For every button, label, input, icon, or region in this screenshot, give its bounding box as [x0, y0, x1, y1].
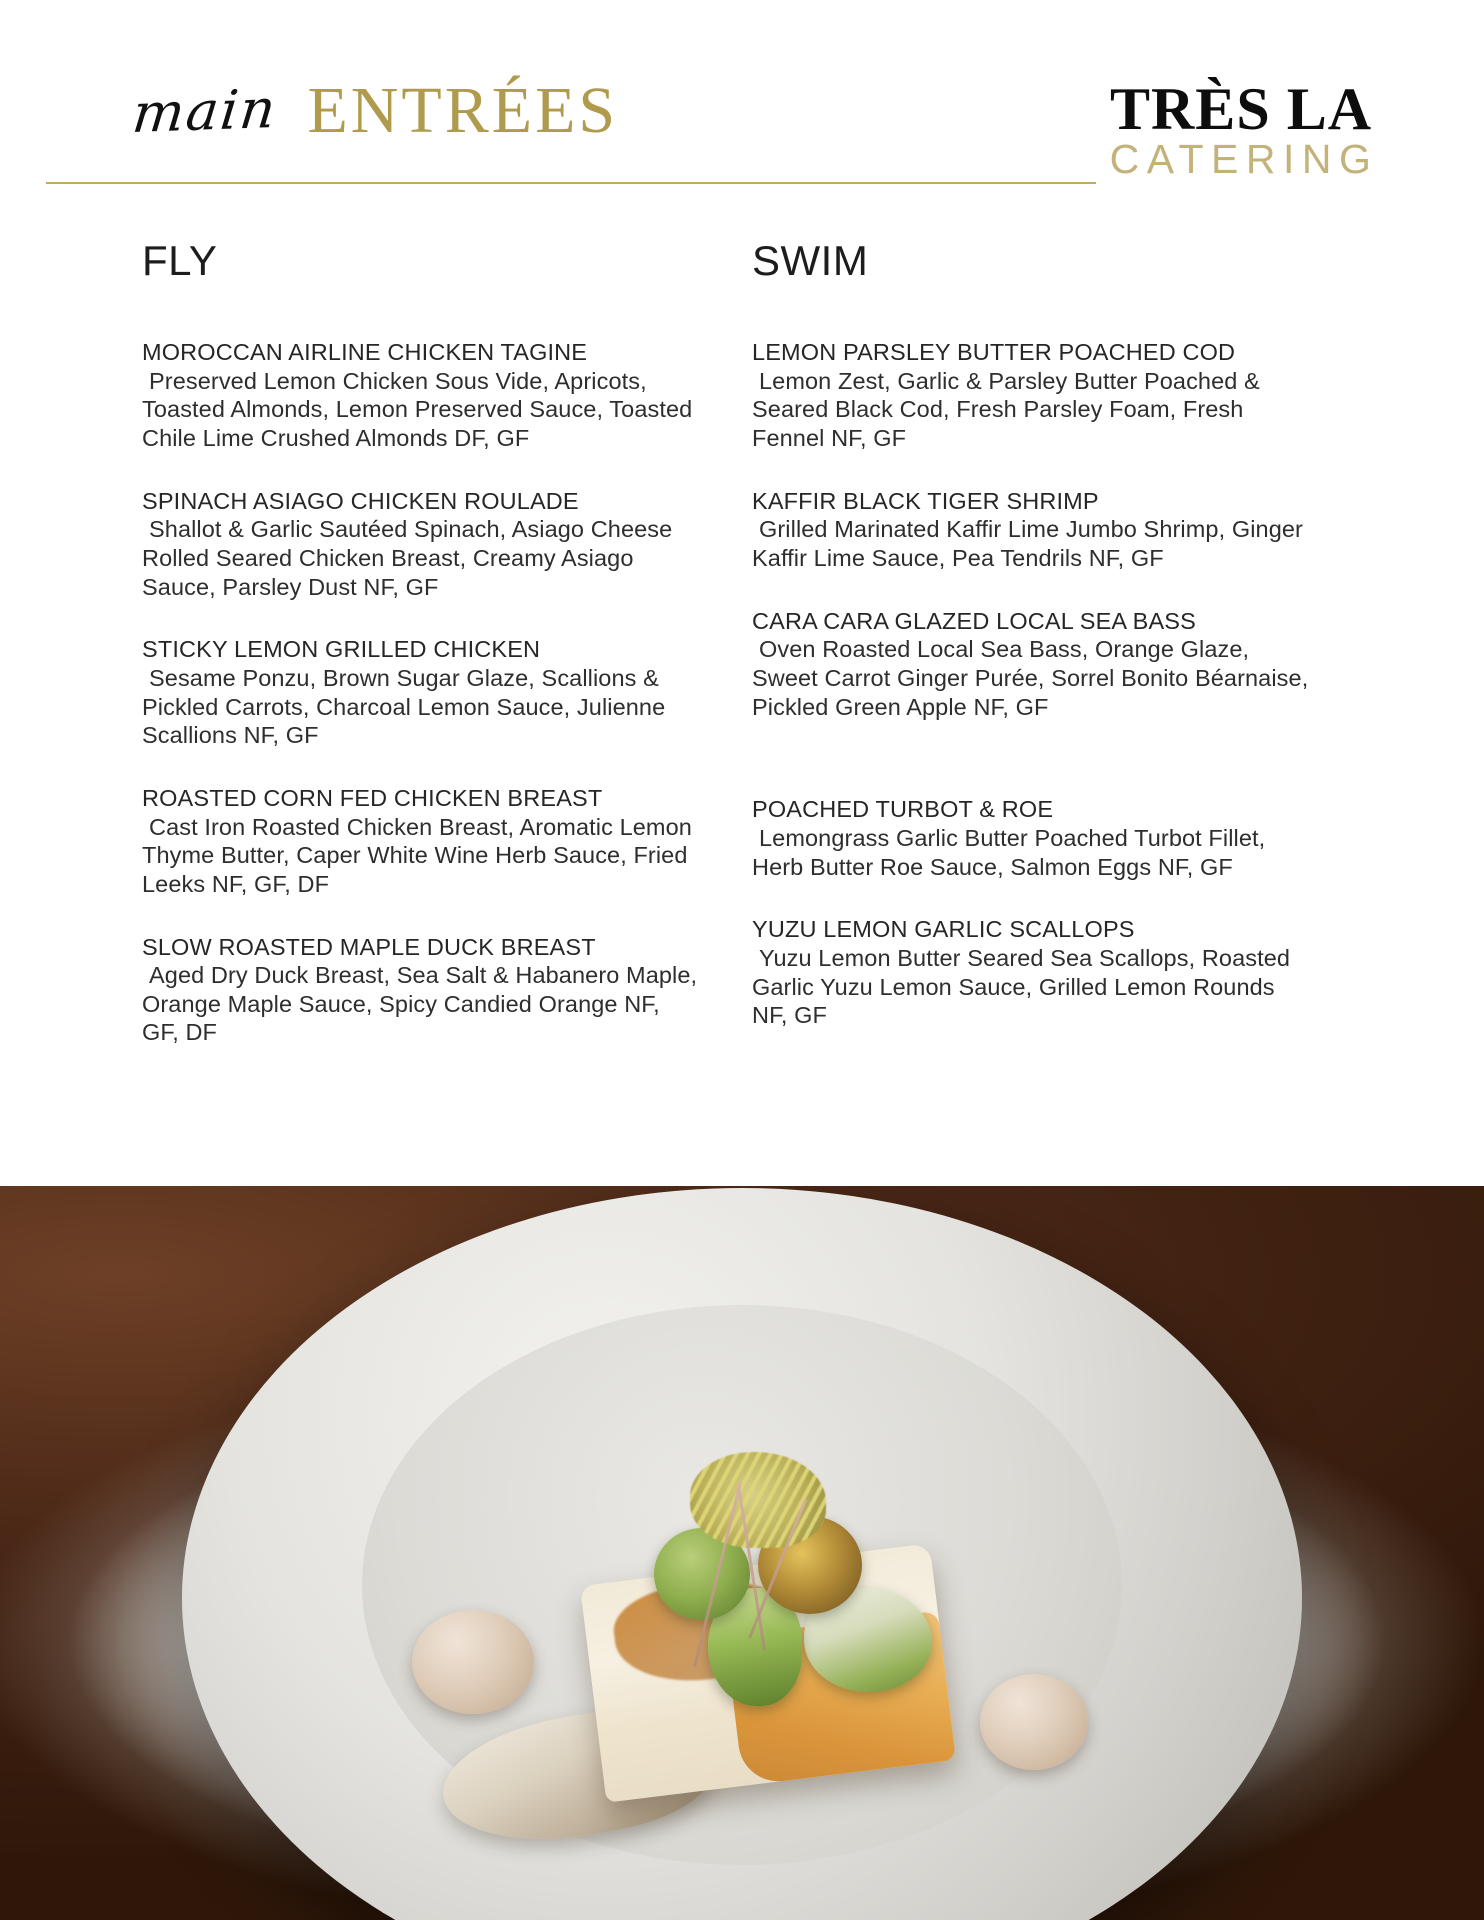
brand-logo [1096, 76, 1386, 183]
page-title [129, 74, 619, 147]
menu-item [752, 338, 1312, 453]
column-spacer [752, 755, 1312, 795]
menu-content [0, 237, 1484, 1081]
menu-item [142, 635, 702, 750]
menu-item-name: YUZU LEMON GARLIC SCALLOPS [752, 916, 1135, 943]
menu-item-name: MOROCCAN AIRLINE CHICKEN TAGINE [142, 339, 588, 365]
menu-item-name: SPINACH ASIAGO CHICKEN ROULADE [142, 487, 579, 514]
pearl-onion [412, 1610, 534, 1714]
menu-item [142, 784, 702, 899]
page-title-serif: ENTRÉES [307, 74, 619, 147]
menu-item-description: Lemon Zest, Garlic & Parsley Butter Poached & Seared Black Cod, Fresh Parsley Foam, Fresh Fennel NF, GF [752, 367, 1260, 451]
menu-item-name: KAFFIR BLACK TIGER SHRIMP [752, 487, 1099, 514]
menu-item-name: SLOW ROASTED MAPLE DUCK BREAST [142, 933, 596, 960]
menu-item-description: Preserved Lemon Chicken Sous Vide, Apricots, Toasted Almonds, Lemon Preserved Sauce, Toasted Chile Lime Crushed Almonds DF, GF [142, 367, 693, 451]
menu-columns [0, 237, 1484, 1081]
brand-tagline: CATERING [1109, 136, 1379, 183]
menu-item-description: Cast Iron Roasted Chicken Breast, Aromatic Lemon Thyme Butter, Caper White Wine Herb Sauce, Fried Leeks NF, GF, DF [142, 813, 692, 897]
pearl-onion [980, 1674, 1088, 1770]
menu-item-description: Grilled Marinated Kaffir Lime Jumbo Shrimp, Ginger Kaffir Lime Sauce, Pea Tendrils NF, GF [752, 516, 1303, 571]
menu-item [752, 915, 1312, 1030]
menu-item [142, 933, 702, 1048]
section-heading-fly: FLY [142, 237, 218, 284]
menu-item [752, 487, 1312, 573]
menu-item-description: Sesame Ponzu, Brown Sugar Glaze, Scallions & Pickled Carrots, Charcoal Lemon Sauce, Julienne Scallions NF, GF [142, 664, 666, 749]
header-divider [46, 182, 1096, 184]
menu-item-description: Lemongrass Garlic Butter Poached Turbot Fillet, Herb Butter Roe Sauce, Salmon Eggs NF, GF [752, 824, 1266, 880]
menu-column-swim [752, 237, 1312, 1064]
menu-item-name: LEMON PARSLEY BUTTER POACHED COD [752, 339, 1236, 365]
menu-item-name: ROASTED CORN FED CHICKEN BREAST [142, 784, 603, 811]
menu-item-name: CARA CARA GLAZED LOCAL SEA BASS [752, 607, 1196, 634]
menu-item [142, 487, 702, 602]
menu-item-description: Yuzu Lemon Butter Seared Sea Scallops, Roasted Garlic Yuzu Lemon Sauce, Grilled Lemon Rounds NF, GF [752, 944, 1291, 1029]
menu-item-description: Shallot & Garlic Sautéed Spinach, Asiago Cheese Rolled Seared Chicken Breast, Creamy Asiago Sauce, Parsley Dust NF, GF [142, 516, 673, 600]
menu-item [752, 607, 1312, 722]
menu-item [142, 338, 702, 453]
menu-item [752, 795, 1312, 881]
section-heading-swim: SWIM [752, 237, 869, 284]
menu-item-name: POACHED TURBOT & ROE [752, 796, 1054, 823]
menu-item-name: STICKY LEMON GRILLED CHICKEN [142, 636, 541, 663]
page-title-script: main [129, 77, 281, 145]
page-header [0, 0, 1484, 200]
menu-column-fly [142, 237, 702, 1081]
menu-item-description: Aged Dry Duck Breast, Sea Salt & Habanero Maple, Orange Maple Sauce, Spicy Candied Orange NF, GF, DF [142, 962, 698, 1046]
brand-name: TRÈS LA [1109, 76, 1373, 142]
food-photo [0, 1186, 1484, 1920]
menu-item-description: Oven Roasted Local Sea Bass, Orange Glaze, Sweet Carrot Ginger Purée, Sorrel Bonito Béarnaise, Pickled Green Apple NF, GF [752, 636, 1309, 720]
